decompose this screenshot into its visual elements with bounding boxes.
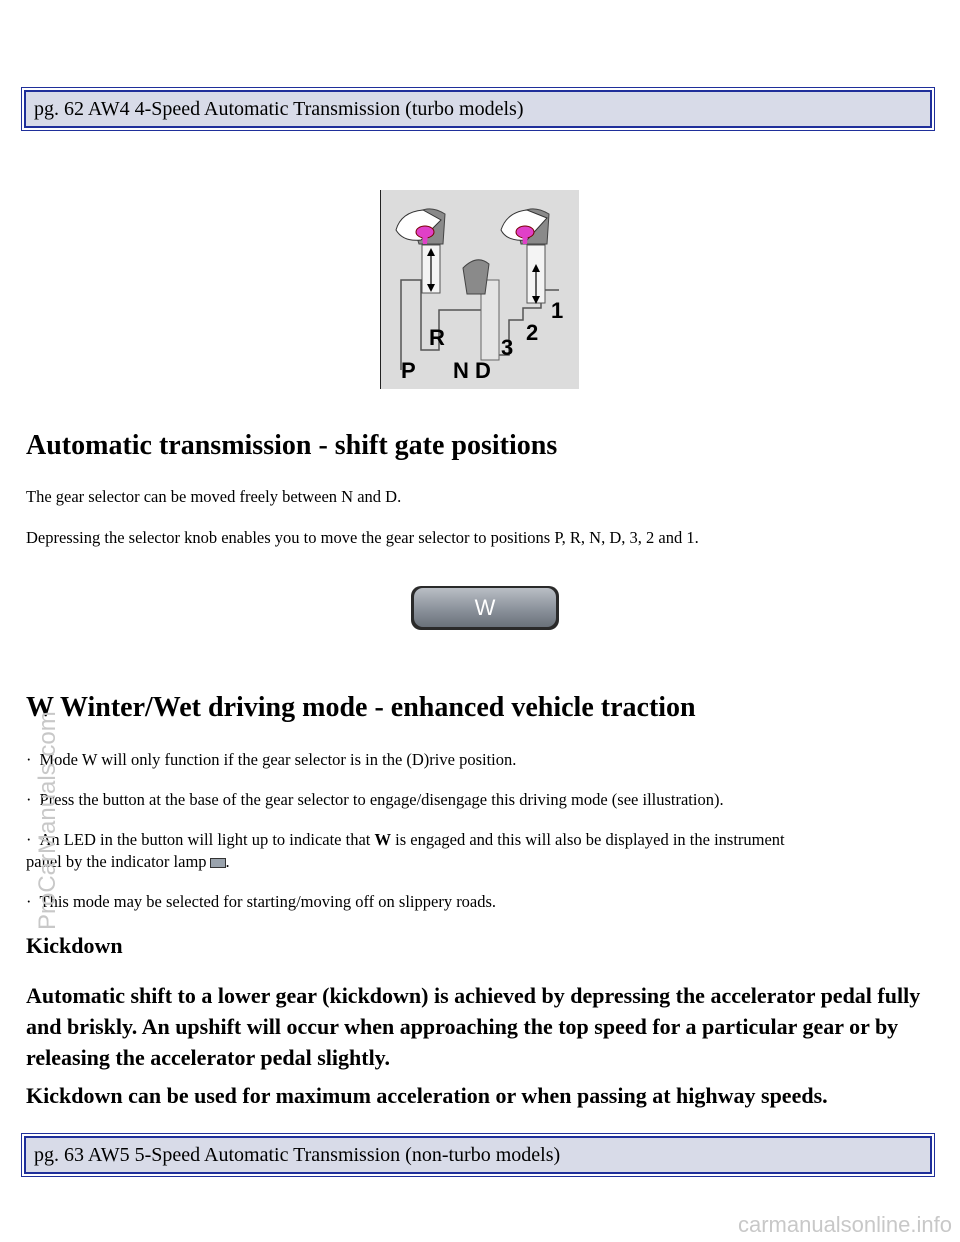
gate-label-p: P <box>401 358 416 383</box>
paragraph-kickdown: Automatic shift to a lower gear (kickdown) is achieved by depressing the accelerator pedal fully and briskly. An upshift will occur when approaching the top speed for a particular gear or by releasing the accelerator pedal slightly. <box>26 983 921 1070</box>
paragraph-kickdown-usage: Kickdown can be used for maximum acceleration or when passing at highway speeds. <box>26 1083 828 1108</box>
bullet-mark: · <box>26 892 32 911</box>
paragraph-selector-free: The gear selector can be moved freely between N and D. <box>26 487 402 506</box>
bullet-mark: · <box>26 790 32 809</box>
bullet-mode-w-drive <box>26 750 516 770</box>
gate-label-2: 2 <box>526 320 539 345</box>
section-title-winter-mode: W Winter/Wet driving mode - enhanced vehicle traction <box>26 692 696 723</box>
bullet-text: panel by the indicator lamp <box>26 852 207 871</box>
bullet-led-indicator <box>26 830 785 850</box>
section-title-shift-gate: Automatic transmission - shift gate positions <box>26 430 558 461</box>
page-header-pg62: pg. 62 AW4 4-Speed Automatic Transmission (turbo models) <box>24 90 932 128</box>
watermark-footer: carmanualsonline.info <box>737 1212 952 1237</box>
bullet-slippery-roads <box>26 892 496 912</box>
watermark-left <box>2 510 61 930</box>
bullet-mark: · <box>26 750 32 769</box>
watermark-left-text: ProCarManuals.com <box>34 711 61 930</box>
w-button-label: W <box>474 595 496 620</box>
gate-label-d: D <box>475 358 491 383</box>
shift-gate-illustration <box>380 190 579 389</box>
page-header-pg63: pg. 63 AW5 5-Speed Automatic Transmission (non-turbo models) <box>24 1136 932 1174</box>
bullet-text: Press the button at the base of the gear selector to engage/disengage this driving mode (see illustration). <box>39 790 724 809</box>
bullet-text: This mode may be selected for starting/moving off on slippery roads. <box>39 892 497 911</box>
bullet-text: is engaged and this will also be displayed in the instrument <box>391 830 785 849</box>
bullet-text: . <box>225 852 230 871</box>
bullet-text-bold-w: W <box>374 830 391 849</box>
gate-label-1: 1 <box>551 298 564 323</box>
section-title-kickdown: Kickdown <box>26 933 123 958</box>
indicator-lamp-icon <box>210 858 226 868</box>
gate-label-r: R <box>429 325 445 350</box>
w-mode-button-illustration <box>410 585 560 631</box>
bullet-press-button <box>26 790 724 810</box>
gate-label-3: 3 <box>501 335 514 360</box>
gate-label-n: N <box>453 358 469 383</box>
bullet-mark: · <box>26 830 32 849</box>
bullet-text: An LED in the button will light up to indicate that <box>39 830 375 849</box>
paragraph-selector-knob: Depressing the selector knob enables you to move the gear selector to positions P, R, N, D, 3, 2 and 1. <box>26 528 699 547</box>
bullet-text: Mode W will only function if the gear selector is in the (D)rive position. <box>39 750 517 769</box>
